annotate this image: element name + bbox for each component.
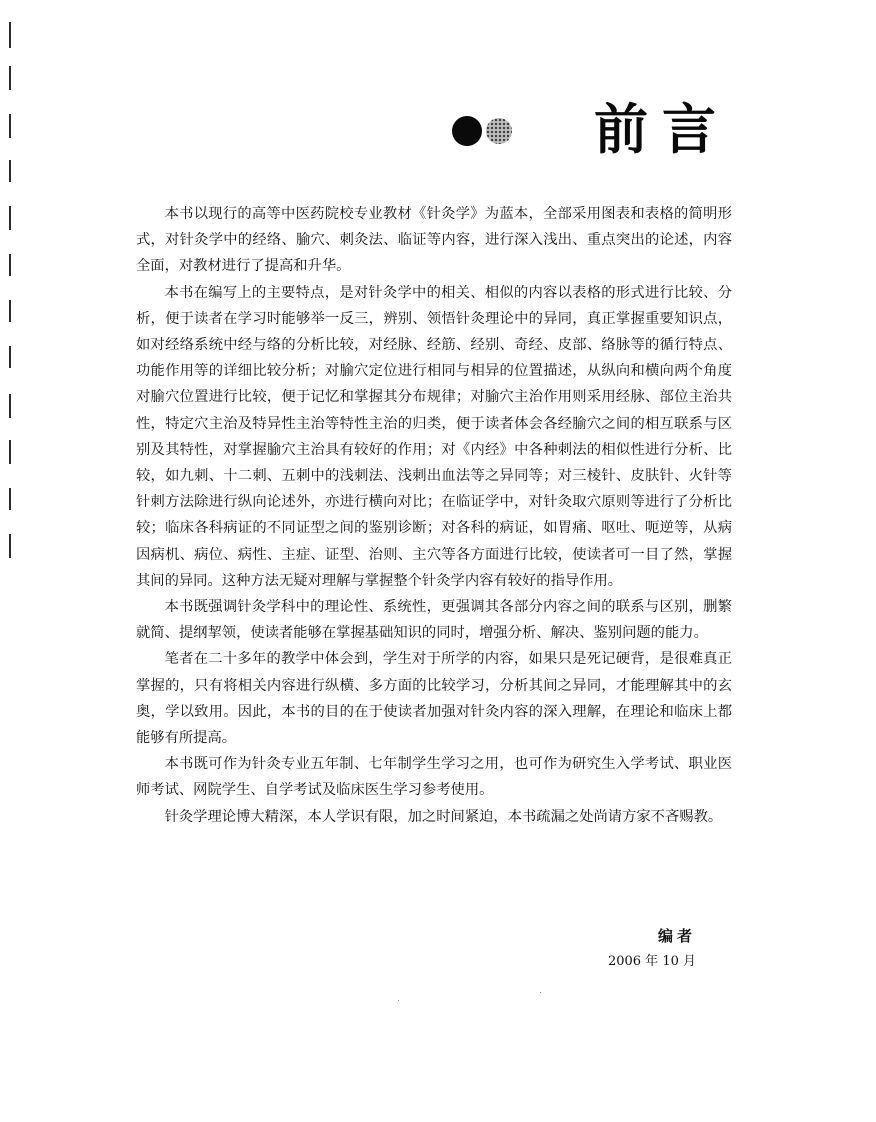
scan-edge-mark bbox=[9, 160, 11, 182]
scan-edge-mark bbox=[9, 206, 11, 230]
scan-edge-mark bbox=[9, 66, 11, 90]
chapter-header bbox=[448, 90, 748, 170]
black-dot-ornament bbox=[452, 116, 482, 146]
author-signature: 编者 bbox=[657, 927, 696, 945]
scan-speck bbox=[540, 992, 541, 993]
paragraph-2: 本书在编写上的主要特点，是对针灸学中的相关、相似的内容以表格的形式进行比较、分析，便于读者在学习时能够举一反三，辨别、领悟针灸理论中的异同，真正掌握重要知识点，如对经络系统中经与络的分析比较，对经脉、经筋、经别、奇经、皮部、络脉等的循行特点、功能作用等的详细比较分析；对腧穴定位进行相同与相异的位置描述，从纵向和横向两个角度对腧穴位置进行比较，便于记忆和掌握其分布规律；对腧穴主治作用则采用经脉、部位主治共性，特定穴主治及特异性主治等特性主治的归类，便于读者体会各经腧穴之间的相互联系与区别及其特性，对掌握腧穴主治具有较好的作用；对《内经》中各种刺法的相似性进行分析、比较，如九刺、十二刺、五刺中的浅刺法、浅刺出血法等之异同等；对三棱针、皮肤针、火针等针刺方法除进行纵向论述外，亦进行横向对比；在临证学中，对针灸取穴原则等进行了分析比较；临床各科病证的不同证型之间的鉴别诊断；对各科的病证，如胃痛、呕吐、呃逆等，从病因病机、病位、病性、主症、证型、治则、主穴等各方面进行比较，使读者可一目了然，掌握其间的异同。这种方法无疑对理解与掌握整个针灸学内容有较好的指导作用。 bbox=[136, 284, 732, 589]
dotted-circle-ornament bbox=[486, 118, 512, 144]
scan-edge-mark bbox=[9, 394, 11, 418]
scan-edge-mark bbox=[9, 346, 11, 368]
scan-speck bbox=[398, 1000, 399, 1001]
paragraph-5: 本书既可作为针灸专业五年制、七年制学生学习之用，也可作为研究生入学考试、职业医师考试、网院学生、自学考试及临床医生学习参考使用。 bbox=[136, 756, 732, 799]
scan-edge-mark bbox=[9, 254, 11, 276]
paragraph-6: 针灸学理论博大精深，本人学识有限，加之时间紧迫，本书疏漏之处尚请方家不吝赐教。 bbox=[164, 808, 723, 825]
signature-date: 2006 年 10 月 bbox=[607, 954, 696, 969]
paragraph-3: 本书既强调针灸学科中的理论性、系统性，更强调其各部分内容之间的联系与区别，删繁就简、提纲挈领，使读者能够在掌握基础知识的同时，增强分析、解决、鉴别问题的能力。 bbox=[136, 599, 732, 642]
scan-edge-mark bbox=[9, 440, 11, 464]
scan-edge-mark bbox=[9, 22, 11, 48]
scan-edge-mark bbox=[9, 534, 11, 558]
scan-edge-mark bbox=[9, 488, 11, 510]
paragraph-1: 本书以现行的高等中医药院校专业教材《针灸学》为蓝本，全部采用图表和表格的简明形式，对针灸学中的经络、腧穴、刺灸法、临证等内容，进行深入浅出、重点突出的论述，内容全面，对教材进行了提高和升华。 bbox=[136, 206, 732, 275]
preface-body bbox=[136, 201, 732, 830]
page-title: 前言 bbox=[594, 98, 730, 161]
paragraph-4: 笔者在二十多年的教学中体会到，学生对于所学的内容，如果只是死记硬背，是很难真正掌握的，只有将相关内容进行纵横、多方面的比较学习，分析其间之异同，才能理解其中的玄奥，学以致用。因此，本书的目的在于使读者加强对针灸内容的深入理解，在理论和临床上都能够有所提高。 bbox=[136, 651, 732, 747]
scan-edge-mark bbox=[9, 300, 11, 322]
scan-edge-mark bbox=[9, 114, 11, 138]
